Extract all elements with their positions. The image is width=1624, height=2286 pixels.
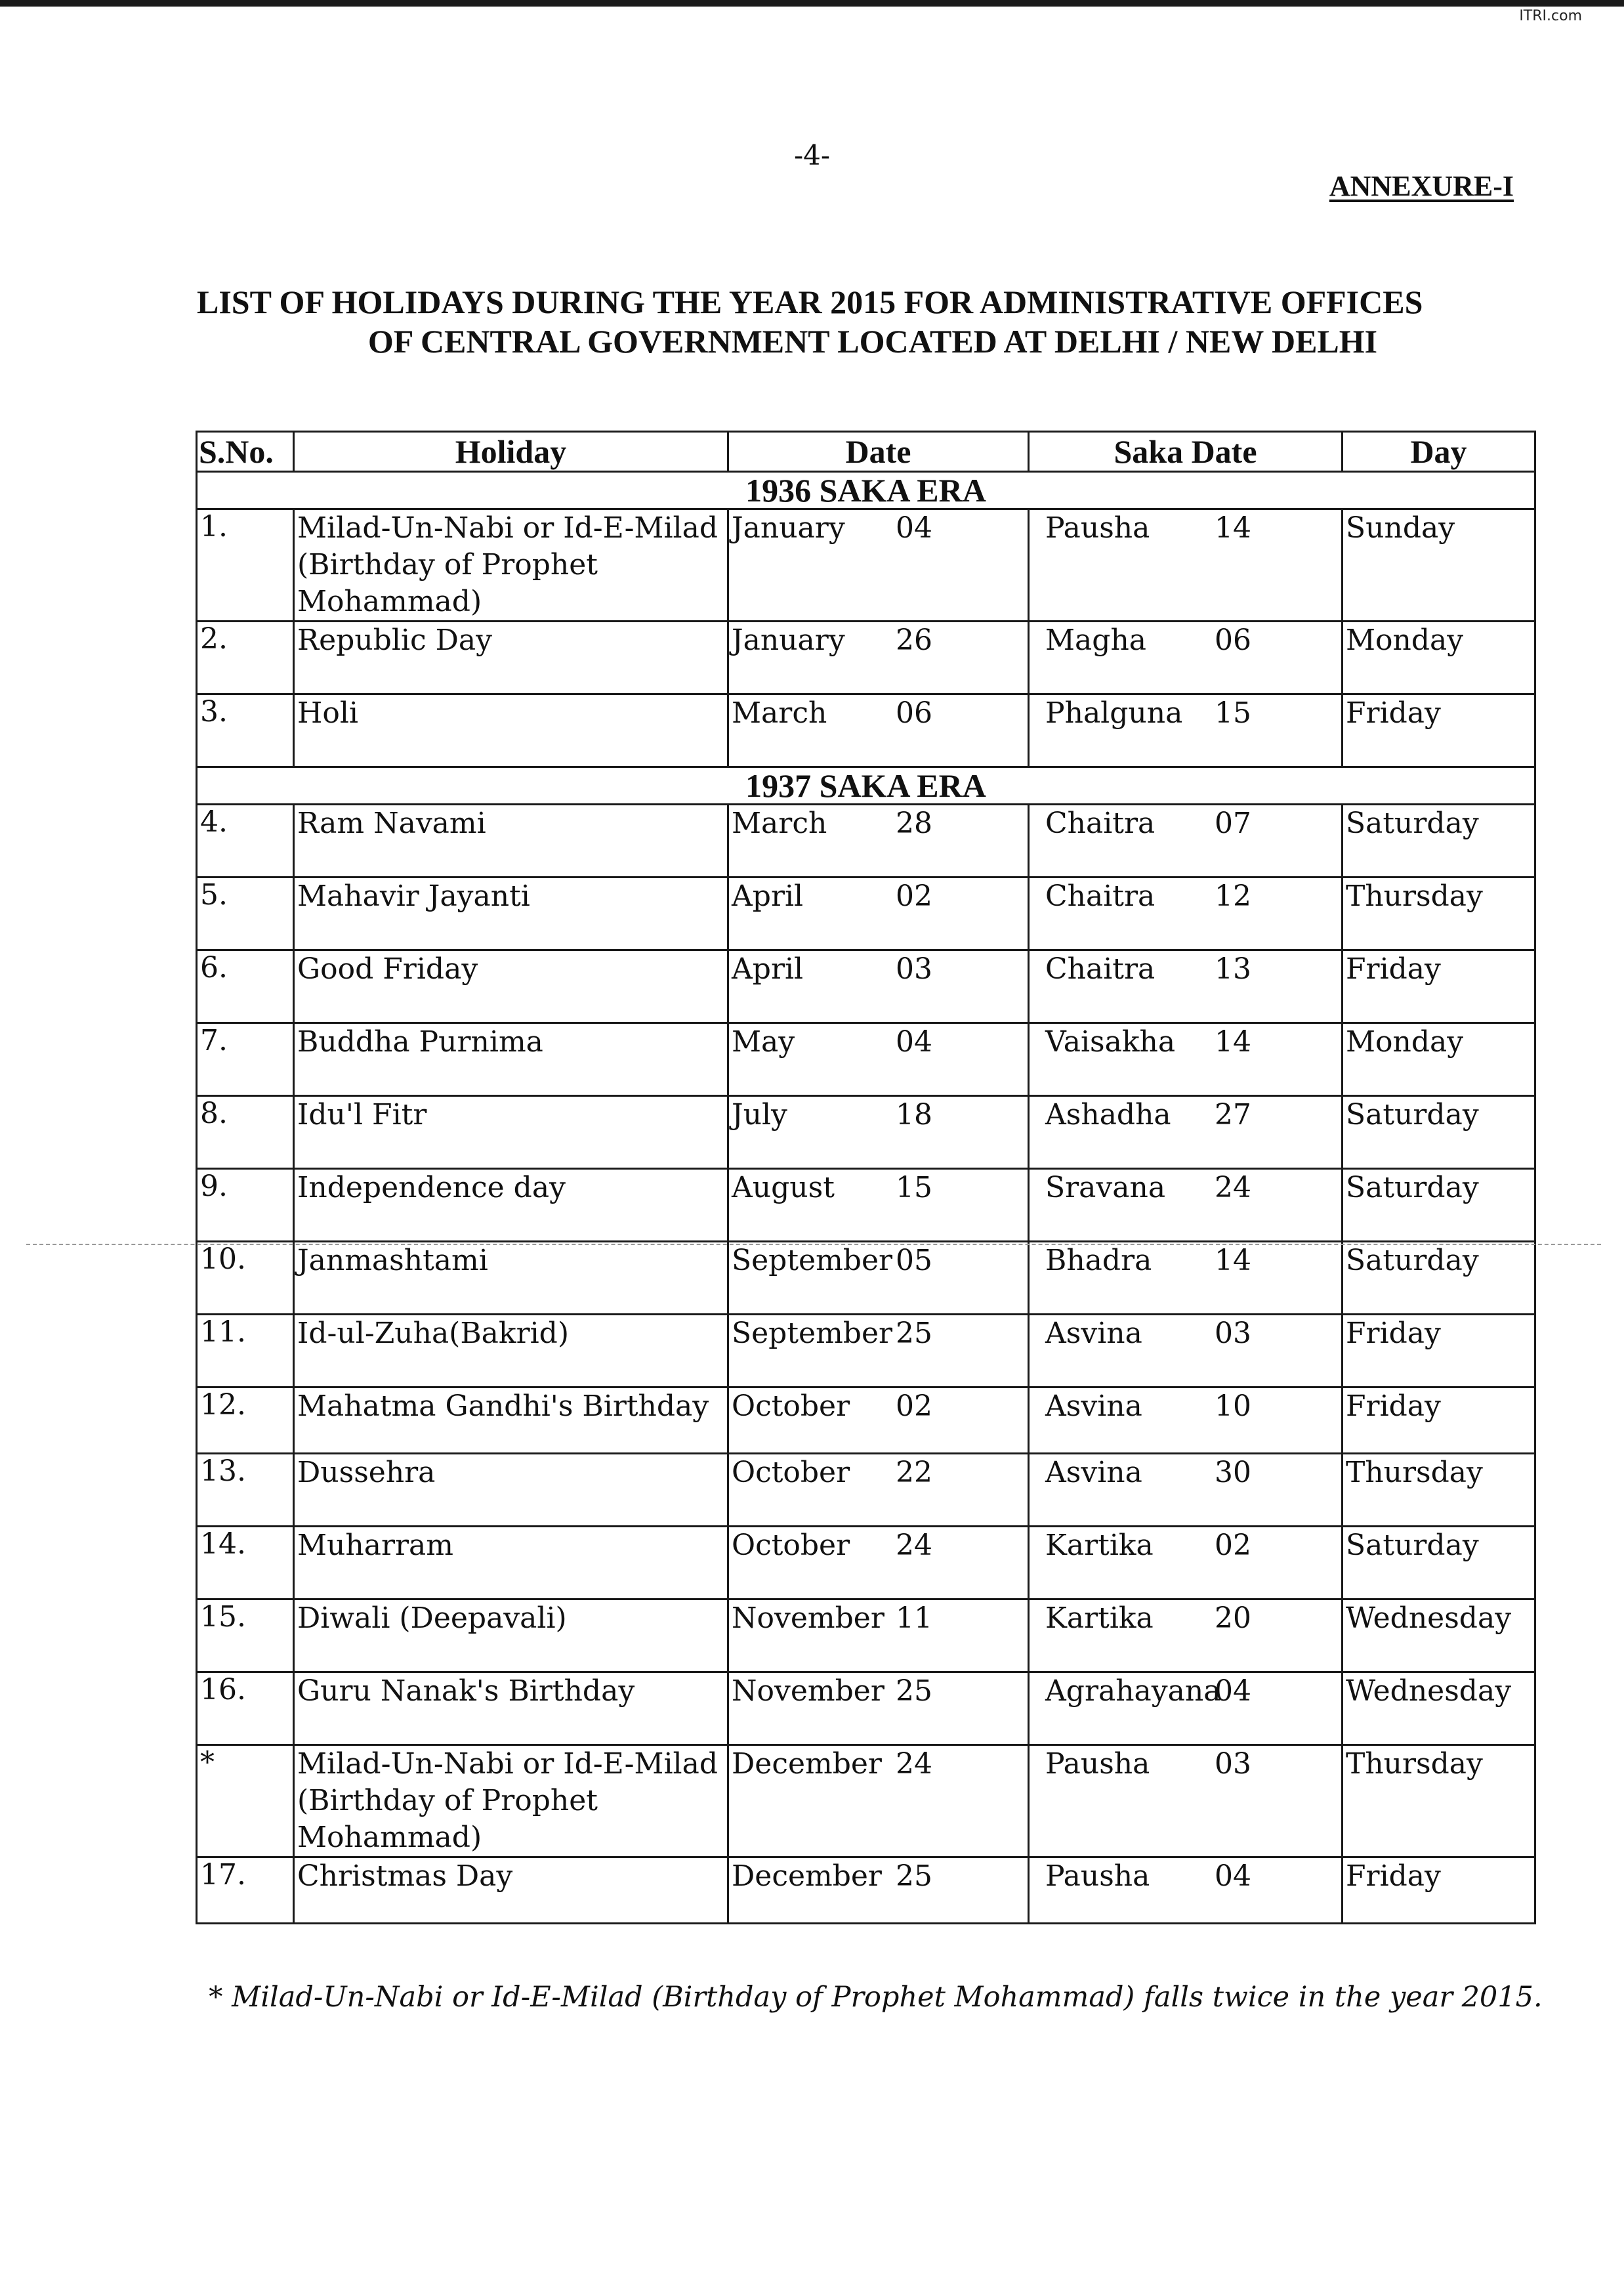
table-row [197, 805, 1535, 878]
weekday: Monday [1343, 622, 1535, 694]
date-day: 04 [896, 1025, 932, 1059]
holiday-name: Independence day [294, 1169, 728, 1242]
saka-date [1029, 1672, 1343, 1745]
saka-day: 14 [1215, 511, 1251, 545]
header-sno: S.No. [197, 432, 294, 472]
weekday: Saturday [1343, 1527, 1535, 1599]
holiday-date [728, 878, 1029, 950]
page-number: -4- [793, 139, 831, 171]
date-day: 02 [896, 1389, 932, 1423]
serial-number: * [197, 1745, 294, 1857]
saka-month: Kartika [1045, 1601, 1154, 1635]
date-day: 24 [896, 1529, 932, 1562]
saka-day: 03 [1215, 1317, 1251, 1350]
date-day: 28 [896, 807, 932, 840]
era-row [197, 472, 1535, 509]
saka-day: 13 [1215, 952, 1251, 986]
saka-date [1029, 878, 1343, 950]
holiday-name: Milad-Un-Nabi or Id-E-Milad (Birthday of Prophet Mohammad) [294, 1745, 728, 1857]
date-month: October [732, 1529, 850, 1562]
title-line-2: OF CENTRAL GOVERNMENT LOCATED AT DELHI / NEW DELHI [367, 323, 1378, 360]
holiday-name: Buddha Purnima [294, 1023, 728, 1096]
weekday: Saturday [1343, 1096, 1535, 1169]
date-month: January [732, 511, 845, 545]
era-label: 1936 SAKA ERA [197, 472, 1535, 509]
table-row [197, 1023, 1535, 1096]
table-row [197, 878, 1535, 950]
saka-month: Ashadha [1045, 1098, 1171, 1132]
holiday-date [728, 1857, 1029, 1924]
header-date: Date [728, 432, 1029, 472]
document-title [197, 282, 1549, 361]
weekday: Wednesday [1343, 1672, 1535, 1745]
date-month: October [732, 1456, 850, 1489]
holiday-date [728, 1599, 1029, 1672]
table-row [197, 1527, 1535, 1599]
saka-date [1029, 1857, 1343, 1924]
weekday: Friday [1343, 694, 1535, 767]
weekday: Friday [1343, 1857, 1535, 1924]
serial-number: 2. [197, 622, 294, 694]
holiday-name: Muharram [294, 1527, 728, 1599]
date-month: January [732, 624, 845, 657]
serial-number: 9. [197, 1169, 294, 1242]
saka-month: Agrahayana [1045, 1674, 1221, 1708]
saka-day: 07 [1215, 807, 1251, 840]
date-month: December [732, 1747, 882, 1781]
table-header-row [197, 432, 1535, 472]
scan-artifact-line [26, 1244, 1601, 1245]
header-holiday: Holiday [294, 432, 728, 472]
date-month: August [732, 1171, 835, 1204]
table-row [197, 950, 1535, 1023]
holiday-date [728, 1242, 1029, 1315]
holiday-name: Idu'l Fitr [294, 1096, 728, 1169]
saka-month: Pausha [1045, 1859, 1150, 1893]
date-day: 04 [896, 511, 932, 545]
saka-day: 14 [1215, 1244, 1251, 1277]
saka-month: Pausha [1045, 1747, 1150, 1781]
date-month: October [732, 1389, 850, 1423]
holiday-name: Christmas Day [294, 1857, 728, 1924]
date-month: July [732, 1098, 787, 1132]
date-month: May [732, 1025, 795, 1059]
weekday: Wednesday [1343, 1599, 1535, 1672]
holiday-name: Mahatma Gandhi's Birthday [294, 1387, 728, 1454]
table-row [197, 622, 1535, 694]
serial-number: 10. [197, 1242, 294, 1315]
date-day: 05 [896, 1244, 932, 1277]
saka-day: 20 [1215, 1601, 1251, 1635]
holiday-name: Ram Navami [294, 805, 728, 878]
serial-number: 1. [197, 509, 294, 622]
saka-date [1029, 1315, 1343, 1387]
serial-number: 12. [197, 1387, 294, 1454]
saka-day: 15 [1215, 696, 1251, 730]
date-month: November [732, 1601, 885, 1635]
table-row [197, 1096, 1535, 1169]
date-day: 25 [896, 1859, 932, 1893]
saka-day: 06 [1215, 624, 1251, 657]
date-day: 25 [896, 1674, 932, 1708]
table-body [197, 472, 1535, 1924]
saka-date [1029, 1599, 1343, 1672]
date-day: 25 [896, 1317, 932, 1350]
date-month: December [732, 1859, 882, 1893]
weekday: Saturday [1343, 1242, 1535, 1315]
date-day: 06 [896, 696, 932, 730]
serial-number: 15. [197, 1599, 294, 1672]
table-row [197, 509, 1535, 622]
serial-number: 4. [197, 805, 294, 878]
date-month: March [732, 807, 827, 840]
saka-day: 04 [1215, 1859, 1251, 1893]
footnote: * Milad-Un-Nabi or Id-E-Milad (Birthday of Prophet Mohammad) falls twice in the year 2015. [209, 1981, 1543, 2014]
saka-month: Chaitra [1045, 807, 1156, 840]
holiday-name: Diwali (Deepavali) [294, 1599, 728, 1672]
serial-number: 16. [197, 1672, 294, 1745]
saka-month: Pausha [1045, 511, 1150, 545]
table-row [197, 1242, 1535, 1315]
saka-month: Sravana [1045, 1171, 1166, 1204]
saka-date [1029, 1096, 1343, 1169]
watermark: ITRI.com [1519, 8, 1582, 24]
saka-date [1029, 1242, 1343, 1315]
saka-month: Vaisakha [1045, 1025, 1176, 1059]
weekday: Saturday [1343, 805, 1535, 878]
holiday-date [728, 1387, 1029, 1454]
header-saka-date: Saka Date [1029, 432, 1343, 472]
weekday: Saturday [1343, 1169, 1535, 1242]
holiday-name: Holi [294, 694, 728, 767]
saka-month: Chaitra [1045, 879, 1156, 913]
holiday-name: Republic Day [294, 622, 728, 694]
saka-date [1029, 1023, 1343, 1096]
serial-number: 7. [197, 1023, 294, 1096]
table-row [197, 1672, 1535, 1745]
date-day: 03 [896, 952, 932, 986]
holiday-name: Dussehra [294, 1454, 728, 1527]
holiday-date [728, 1315, 1029, 1387]
holiday-date [728, 509, 1029, 622]
saka-date [1029, 1169, 1343, 1242]
holiday-name: Janmashtami [294, 1242, 728, 1315]
date-day: 15 [896, 1171, 932, 1204]
serial-number: 6. [197, 950, 294, 1023]
weekday: Friday [1343, 1315, 1535, 1387]
weekday: Sunday [1343, 509, 1535, 622]
saka-month: Bhadra [1045, 1244, 1152, 1277]
date-month: April [732, 952, 804, 986]
date-day: 18 [896, 1098, 932, 1132]
saka-date [1029, 1745, 1343, 1857]
serial-number: 8. [197, 1096, 294, 1169]
date-month: April [732, 879, 804, 913]
header-day: Day [1343, 432, 1535, 472]
holiday-name: Guru Nanak's Birthday [294, 1672, 728, 1745]
saka-day: 24 [1215, 1171, 1251, 1204]
holiday-date [728, 950, 1029, 1023]
saka-date [1029, 694, 1343, 767]
annexure-label: ANNEXURE-I [1329, 170, 1514, 202]
serial-number: 13. [197, 1454, 294, 1527]
saka-date [1029, 950, 1343, 1023]
weekday: Thursday [1343, 1454, 1535, 1527]
serial-number: 17. [197, 1857, 294, 1924]
date-day: 22 [896, 1456, 932, 1489]
serial-number: 14. [197, 1527, 294, 1599]
weekday: Thursday [1343, 1745, 1535, 1857]
saka-date [1029, 805, 1343, 878]
era-label: 1937 SAKA ERA [197, 767, 1535, 805]
date-month: September [732, 1317, 893, 1350]
holiday-table [196, 431, 1536, 1924]
holiday-name: Milad-Un-Nabi or Id-E-Milad (Birthday of Prophet Mohammad) [294, 509, 728, 622]
holiday-date [728, 1454, 1029, 1527]
holiday-date [728, 1023, 1029, 1096]
holiday-date [728, 622, 1029, 694]
weekday: Friday [1343, 950, 1535, 1023]
holiday-date [728, 694, 1029, 767]
saka-month: Phalguna [1045, 696, 1183, 730]
saka-day: 10 [1215, 1389, 1251, 1423]
table-row [197, 1599, 1535, 1672]
weekday: Thursday [1343, 878, 1535, 950]
saka-month: Kartika [1045, 1529, 1154, 1562]
saka-month: Asvina [1045, 1317, 1142, 1350]
title-line-1: LIST OF HOLIDAYS DURING THE YEAR 2015 FOR ADMINISTRATIVE OFFICES [197, 284, 1423, 320]
table-row [197, 1169, 1535, 1242]
holiday-date [728, 1096, 1029, 1169]
date-month: September [732, 1244, 893, 1277]
saka-day: 27 [1215, 1098, 1251, 1132]
date-day: 26 [896, 624, 932, 657]
holiday-date [728, 1527, 1029, 1599]
serial-number: 5. [197, 878, 294, 950]
saka-day: 03 [1215, 1747, 1251, 1781]
weekday: Friday [1343, 1387, 1535, 1454]
holiday-name: Mahavir Jayanti [294, 878, 728, 950]
table-row [197, 1387, 1535, 1454]
saka-day: 30 [1215, 1456, 1251, 1489]
saka-date [1029, 509, 1343, 622]
scan-border [0, 0, 1624, 7]
saka-month: Chaitra [1045, 952, 1156, 986]
holiday-date [728, 805, 1029, 878]
saka-day: 12 [1215, 879, 1251, 913]
date-day: 11 [896, 1601, 932, 1635]
saka-month: Asvina [1045, 1456, 1142, 1489]
saka-date [1029, 1527, 1343, 1599]
saka-month: Asvina [1045, 1389, 1142, 1423]
date-month: March [732, 696, 827, 730]
saka-date [1029, 1454, 1343, 1527]
saka-month: Magha [1045, 624, 1147, 657]
saka-date [1029, 622, 1343, 694]
date-day: 24 [896, 1747, 932, 1781]
date-day: 02 [896, 879, 932, 913]
table-row [197, 694, 1535, 767]
table-row [197, 1315, 1535, 1387]
saka-day: 14 [1215, 1025, 1251, 1059]
date-month: November [732, 1674, 885, 1708]
saka-day: 02 [1215, 1529, 1251, 1562]
holiday-date [728, 1672, 1029, 1745]
holiday-name: Id-ul-Zuha(Bakrid) [294, 1315, 728, 1387]
table-row [197, 1745, 1535, 1857]
era-row [197, 767, 1535, 805]
table-row [197, 1857, 1535, 1924]
table-row [197, 1454, 1535, 1527]
holiday-date [728, 1745, 1029, 1857]
serial-number: 3. [197, 694, 294, 767]
serial-number: 11. [197, 1315, 294, 1387]
saka-day: 04 [1215, 1674, 1251, 1708]
holiday-date [728, 1169, 1029, 1242]
saka-date [1029, 1387, 1343, 1454]
weekday: Monday [1343, 1023, 1535, 1096]
holiday-name: Good Friday [294, 950, 728, 1023]
